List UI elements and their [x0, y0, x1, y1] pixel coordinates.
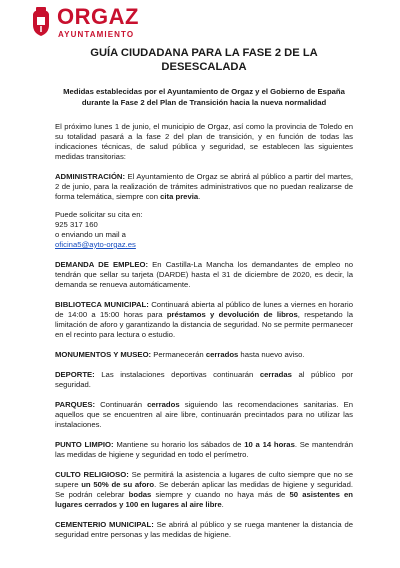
section-administracion: ADMINISTRACIÓN: El Ayuntamiento de Orgaz se abrirá al público a partir del martes, 2 de junio, para la realización de trámites administrativos que no puedan realizarse de forma telemática, siempre con cita previa.: [55, 172, 353, 201]
section-biblioteca: BIBLIOTECA MUNICIPAL: Continuará abierta al público de lunes a viernes en horario de 14:00 a 15:00 horas para préstamos y devolución de libros, respetando la limitación de aforo y garantizando la distancia de seguridad. No se permite permanecer en el recinto para lectura o estudio.: [55, 300, 353, 339]
brand-name: ORGAZ: [57, 4, 139, 29]
contact-intro: Puede solicitar su cita en:: [55, 210, 143, 219]
title-line-1: GUÍA CIUDADANA PARA LA FASE 2 DE LA: [90, 47, 318, 59]
section-cementerio: CEMENTERIO MUNICIPAL: Se abrirá al público y se ruega mantener la distancia de seguridad entre personas y las medidas de higiene.: [55, 520, 353, 539]
section-label: CEMENTERIO MUNICIPAL:: [55, 520, 154, 529]
section-label: PARQUES:: [55, 400, 96, 409]
section-demanda-empleo: DEMANDA DE EMPLEO: En Castilla-La Mancha los demandantes de empleo no tendrán que sellar su tarjeta (DARDE) hasta el 31 de diciembre de 2020, es decir, la demanda se renueva automáticamente.: [55, 260, 353, 289]
section-label: DEMANDA DE EMPLEO:: [55, 260, 149, 269]
document-body: [55, 46, 353, 540]
email-link[interactable]: oficina5@ayto-orgaz.es: [55, 240, 136, 249]
section-punto-limpio: PUNTO LIMPIO: Mantiene su horario los sábados de 10 a 14 horas. Se mantendrán las medidas de higiene y seguridad en todo el perímetro.: [55, 440, 353, 459]
contact-block: [55, 210, 353, 250]
intro-paragraph: El próximo lunes 1 de junio, el municipio de Orgaz, así como la provincia de Toledo en su totalidad pasará a la fase 2 del plan de transición, y en función de todas las indicaciones técnicas, de salud pública y seguridad, se establecen las siguientes medidas transitorias:: [55, 122, 353, 161]
section-deporte: DEPORTE: Las instalaciones deportivas continuarán cerradas al público por seguridad.: [55, 370, 353, 389]
section-monumentos: MONUMENTOS Y MUSEO: Permanecerán cerrados hasta nuevo aviso.: [55, 350, 305, 359]
title-line-2: DESESCALADA: [161, 61, 247, 73]
section-label: CULTO RELIGIOSO:: [55, 470, 129, 479]
section-label: MONUMENTOS Y MUSEO:: [55, 350, 152, 359]
contact-mail-text: o enviando un mail a: [55, 230, 126, 239]
section-parques: PARQUES: Continuarán cerrados siguiendo las recomendaciones sanitarias. En aquellos que se encuentren al aire libre, continuarán precintados para no utilizar las instalaciones.: [55, 400, 354, 429]
coat-of-arms-icon: [30, 7, 52, 37]
section-label: BIBLIOTECA MUNICIPAL:: [55, 300, 149, 309]
document-title: [55, 46, 353, 74]
section-label: ADMINISTRACIÓN:: [55, 172, 126, 181]
phone-number[interactable]: 925 317 160: [55, 220, 98, 229]
document-subtitle: Medidas establecidas por el Ayuntamiento de Orgaz y el Gobierno de España durante la Fase 2 del Plan de Transición hacia la nueva normalidad: [63, 87, 345, 107]
section-label: DEPORTE:: [55, 370, 95, 379]
section-culto-religioso: CULTO RELIGIOSO: Se permitirá la asistencia a lugares de culto siempre que no se supere un 50% de su aforo. Se deberán aplicar las medidas de higiene y seguridad. Se podrán celebrar bodas siempre y cuando no haya más de 50 asistentes en lugares cerrados y 100 en lugares al aire libre.: [55, 470, 353, 509]
section-label: PUNTO LIMPIO:: [55, 440, 114, 449]
brand-subtitle: AYUNTAMIENTO: [58, 30, 135, 39]
